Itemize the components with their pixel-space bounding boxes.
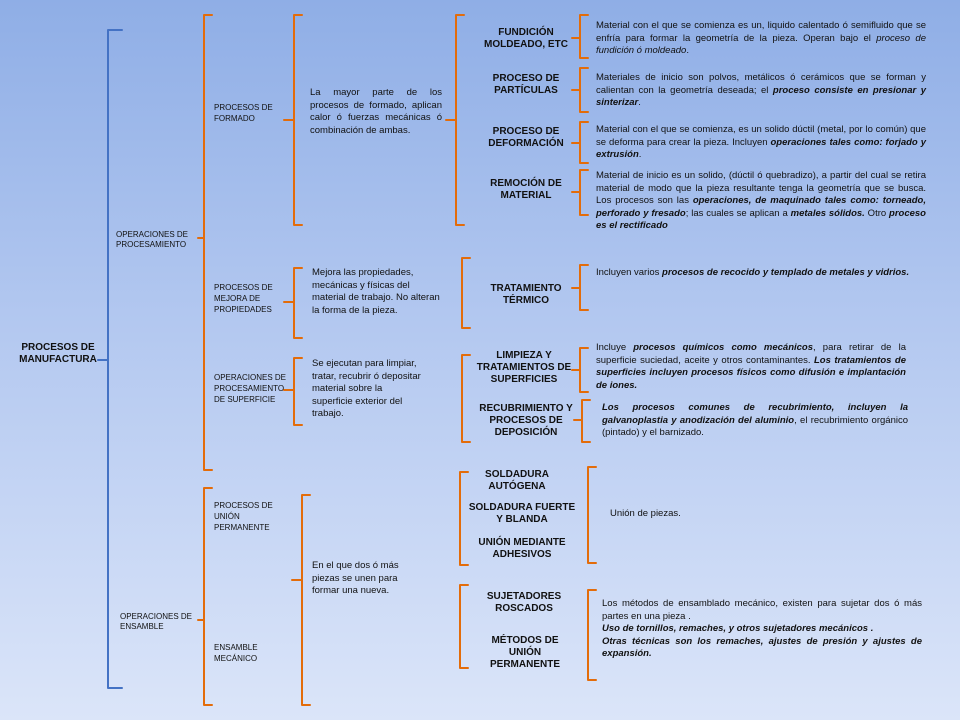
- limpieza-description: Incluye procesos químicos como mecánicos, para retirar de la superficie suciedad, aceite y otros contaminantes. Los tratamientos de superficies incluyen procesos físicos como difusión e implantación de iones.: [596, 342, 906, 391]
- particulas-description: Materiales de inicio son polvos, metálicos ó cerámicos que se forman y calientan con la geometría deseada; el proceso consiste en presionar y sinterizar.: [596, 72, 926, 108]
- ensamble-desc-bracket: [292, 495, 310, 705]
- metodos-process: MÉTODOS DE UNIÓN PERMANENTE: [489, 635, 560, 670]
- ensamble-description: En el que dos ó más piezas se unen para formar una nueva.: [312, 560, 399, 596]
- recubrimiento-process: RECUBRIMIENTO Y PROCESOS DE DEPOSICIÓN: [479, 403, 573, 438]
- deformacion-description: Material con el que se comienza, es un solido dúctil (metal, por lo común) que se deforma para crear la pieza. Incluyen operaciones tales como: forjado y extrusión.: [596, 124, 926, 160]
- mecanico-desc-bracket: [588, 590, 596, 680]
- mecanico-label: ENSAMBLE MECÁNICO: [214, 643, 258, 663]
- mejora-description: Mejora las propiedades, mecánicas y físicas del material de trabajo. No alteran la forma de la pieza.: [312, 267, 440, 316]
- ensamble-label: OPERACIONES DE ENSAMBLE: [120, 612, 193, 631]
- fundicion-process: FUNDICIÓN MOLDEADO, ETC: [484, 27, 568, 50]
- termico-process: TRATAMIENTO TÉRMICO: [490, 283, 562, 306]
- superficie-description: Se ejecutan para limpiar, tratar, recubrir ó depositar material sobre la superficie exterior del trabajo.: [312, 358, 421, 419]
- remocion-bracket: [572, 170, 588, 215]
- formado-label: PROCESOS DE FORMADO: [214, 103, 273, 123]
- fundicion-description: Material con el que se comienza es un, liquido calentado ó semifluido que se enfría para formar la geometría de la pieza. Operan bajo el proceso de fundición ó moldeado.: [596, 20, 926, 56]
- procesamiento-label: OPERACIONES DE PROCESAMIENTO: [116, 230, 189, 249]
- particulas-bracket: [572, 68, 588, 112]
- mecanico-procesos-bracket: [460, 585, 468, 668]
- formado-bracket: [284, 15, 302, 225]
- recubrimiento-description: Los procesos comunes de recubrimiento, incluyen la galvanoplastia y anodización del aluminio, el recubrimiento orgánico (pintado) y el barnizado.: [602, 402, 908, 438]
- ensamble-bracket: [198, 488, 212, 705]
- fundicion-bracket: [572, 15, 588, 58]
- adhesivos-process: UNIÓN MEDIANTE ADHESIVOS: [478, 537, 566, 560]
- fuerte-process: SOLDADURA FUERTE Y BLANDA: [468, 502, 576, 525]
- union-desc-bracket: [588, 467, 596, 563]
- remocion-process: REMOCIÓN DE MATERIAL: [490, 178, 562, 201]
- termico-desc-bracket: [572, 265, 588, 310]
- mecanico-description: Los métodos de ensamblado mecánico, existen para sujetar dos ó más partes en una pieza . Uso de tornillos, remaches, y otros sujetadores mecánicos . Otras técnicas son los remaches, ajustes de presión y ajustes de expansión.: [602, 598, 922, 659]
- termico-bracket: [462, 258, 470, 328]
- union-description: Unión de piezas.: [610, 508, 681, 519]
- superficie-procesos-bracket: [462, 355, 470, 442]
- particulas-process: PROCESO DE PARTÍCULAS: [492, 73, 560, 96]
- remocion-description: Material de inicio es un solido, (dúctil ó quebradizo), a partir del cual se retira material de modo que la pieza resultante tenga la geometría que se busca. Los procesos son las operaciones, de maquinado tales como: torneado, perforado y fresado; las cuales se aplican a metales sólidos. Otro proceso es el rectificado: [596, 170, 926, 231]
- termico-description: Incluyen varios procesos de recocido y templado de metales y vidrios.: [596, 267, 910, 278]
- formado-description: La mayor parte de los procesos de formado, aplican calor ó fuerzas mecánicas ó combinación de ambas.: [310, 87, 442, 136]
- limpieza-process: LIMPIEZA Y TRATAMIENTOS DE SUPERFICIES: [476, 350, 572, 385]
- deformacion-process: PROCESO DE DEFORMACIÓN: [488, 126, 564, 149]
- formado-procesos-bracket: [446, 15, 464, 225]
- root-title: PROCESOS DE MANUFACTURA: [19, 342, 97, 365]
- deformacion-bracket: [572, 122, 588, 163]
- union-label: PROCESOS DE UNIÓN PERMANENTE: [214, 501, 273, 532]
- mejora-label: PROCESOS DE MEJORA DE PROPIEDADES: [214, 283, 273, 314]
- roscados-process: SUJETADORES ROSCADOS: [486, 591, 562, 614]
- superficie-label: OPERACIONES DE PROCESAMIENTO DE SUPERFICIE: [214, 373, 287, 404]
- autogena-process: SOLDADURA AUTÓGENA: [485, 469, 549, 492]
